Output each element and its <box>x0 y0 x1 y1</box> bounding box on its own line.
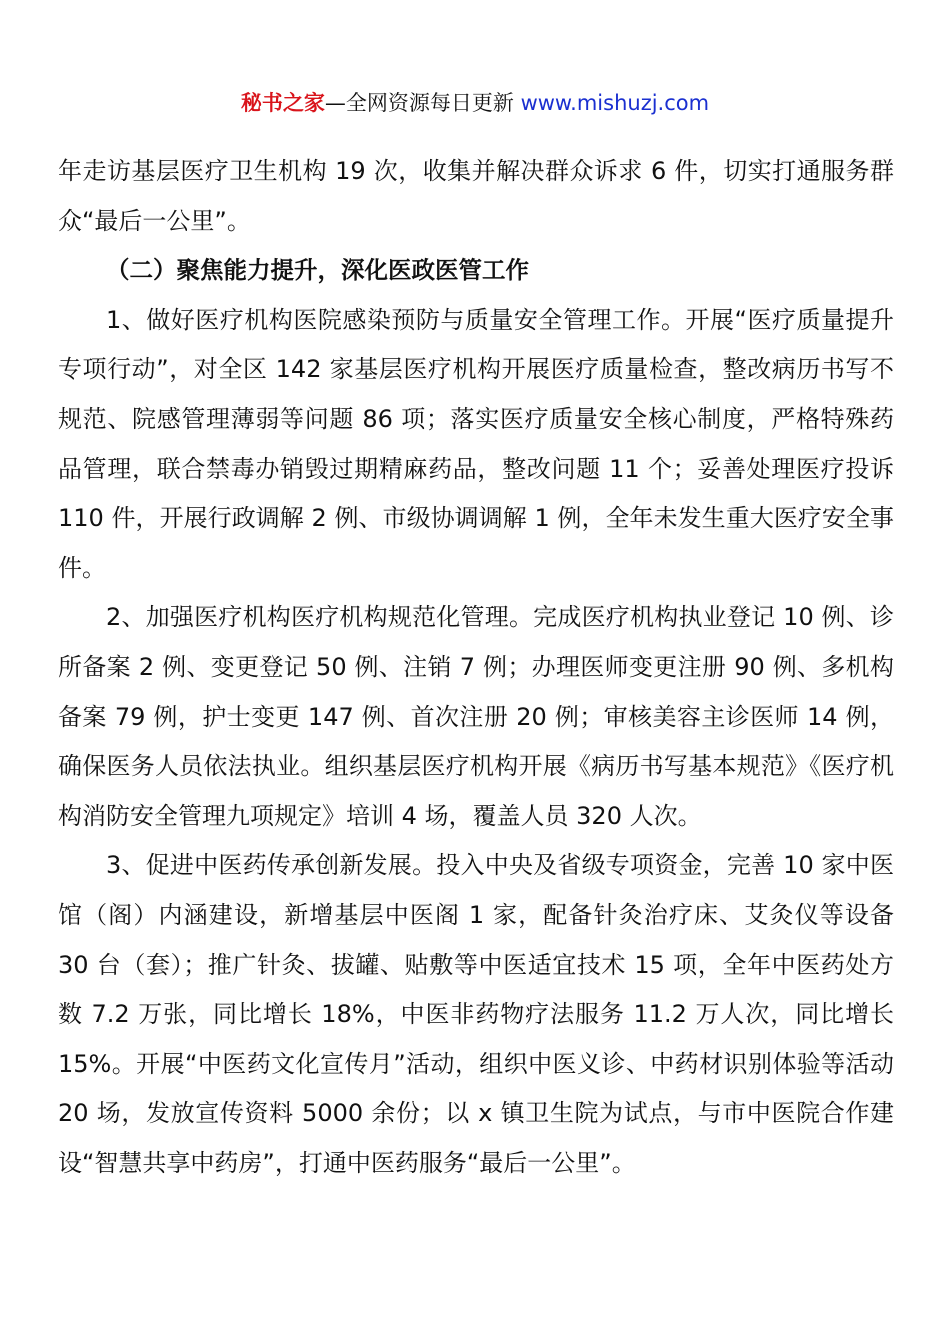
page-header <box>0 88 950 118</box>
paragraph-continuation: 年走访基层医疗卫生机构 19 次，收集并解决群众诉求 6 件，切实打通服务群众“最后一公里”。 <box>58 157 894 235</box>
document-body <box>58 147 894 1188</box>
brand-name: 秘书之家 <box>240 91 325 115</box>
header-tagline: —全网资源每日更新 <box>324 91 521 115</box>
paragraph-item-1: 1、做好医疗机构医院感染预防与质量安全管理工作。开展“医疗质量提升专项行动”，对全区 142 家基层医疗机构开展医疗质量检查，整改病历书写不规范、院感管理薄弱等问题 86 项；落实医疗质量安全核心制度，严格特殊药品管理，联合禁毒办销毁过期精麻药品，整改问题 11 个；妥善处理医疗投诉 110 件，开展行政调解 2 例、市级协调调解 1 例，全年未发生重大医疗安全事件。 <box>58 305 894 582</box>
section-heading: （二）聚焦能力提升，深化医政医管工作 <box>106 256 529 285</box>
paragraph-item-2: 2、加强医疗机构医疗机构规范化管理。完成医疗机构执业登记 10 例、诊所备案 2 例、变更登记 50 例、注销 7 例；办理医师变更注册 90 例、多机构备案 79 例，护士变更 147 例、首次注册 20 例；审核美容主诊医师 14 例，确保医务人员依法执业。组织基层医疗机构开展《病历书写基本规范》《医疗机构消防安全管理九项规定》培训 4 场，覆盖人员 320 人次。 <box>58 603 894 830</box>
website-link[interactable]: www.mishuzj.com <box>520 91 710 115</box>
paragraph-item-3: 3、促进中医药传承创新发展。投入中央及省级专项资金，完善 10 家中医馆（阁）内涵建设，新增基层中医阁 1 家，配备针灸治疗床、艾灸仪等设备 30 台（套）；推广针灸、拔罐、贴敷等中医适宜技术 15 项，全年中医药处方数 7.2 万张，同比增长 18%，中医非药物疗法服务 11.2 万人次，同比增长 15%。开展“中医药文化宣传月”活动，组织中医义诊、中药材识别体验等活动 20 场，发放宣传资料 5000 余份；以 x 镇卫生院为试点，与市中医院合作建设“智慧共享中药房”，打通中医药服务“最后一公里”。 <box>58 851 894 1177</box>
